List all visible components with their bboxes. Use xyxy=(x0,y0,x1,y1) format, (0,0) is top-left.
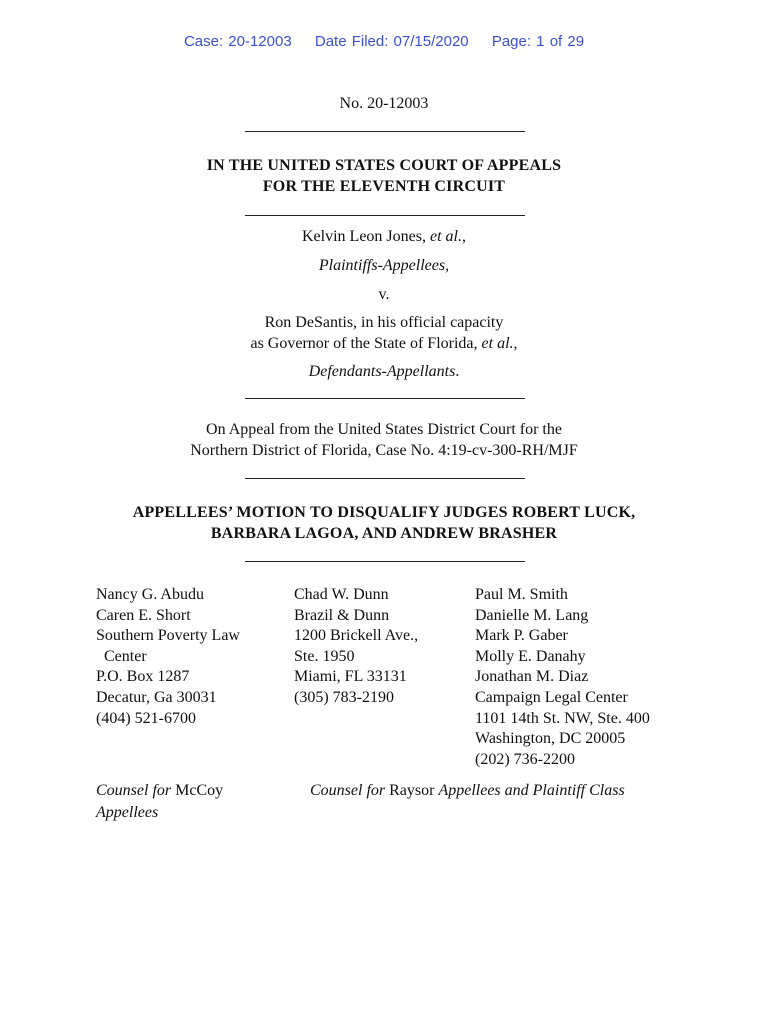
counsel-line: Nancy G. Abudu xyxy=(96,586,204,603)
plaintiff-name: Kelvin Leon Jones, et al., xyxy=(302,228,466,245)
counsel-line: Southern Poverty Law xyxy=(96,627,240,645)
page-number-header: Page: 1 of 29 xyxy=(491,33,585,50)
divider xyxy=(245,215,525,216)
counsel-line: Washington, DC 20005 xyxy=(475,730,626,748)
date-filed-header: Date Filed: 07/15/2020 xyxy=(314,33,469,50)
counsel-column-3 xyxy=(475,585,650,770)
plaintiff-role: Plaintiffs-Appellees, xyxy=(318,257,450,274)
counsel-line: Caren E. Short xyxy=(96,606,191,624)
motion-title-line2: BARBARA LAGOA, AND ANDREW BRASHER xyxy=(210,525,558,542)
counsel-line: Decatur, Ga 30031 xyxy=(96,688,217,706)
counsel-line: Ste. 1950 xyxy=(294,647,355,665)
docket-number: No. 20-12003 xyxy=(339,95,429,112)
counsel-line: (305) 783-2190 xyxy=(294,688,394,706)
versus: v. xyxy=(378,286,390,303)
court-name-line1: IN THE UNITED STATES COURT OF APPEALS xyxy=(206,157,562,174)
counsel-line: (202) 736-2200 xyxy=(475,750,575,768)
case-number-header: Case: 20-12003 xyxy=(183,33,292,50)
counsel-line: Chad W. Dunn xyxy=(294,586,389,603)
counsel-line: 1101 14th St. NW, Ste. 400 xyxy=(475,709,650,727)
counsel-line: Mark P. Gaber xyxy=(475,627,568,645)
motion-title-line1: APPELLEES’ MOTION TO DISQUALIFY JUDGES ROBERT LUCK, xyxy=(132,504,636,521)
counsel-line: 1200 Brickell Ave., xyxy=(294,627,419,645)
defendant-line2: as Governor of the State of Florida, et al., xyxy=(250,335,518,352)
counsel-line: Molly E. Danahy xyxy=(475,647,586,665)
divider xyxy=(245,398,525,399)
divider xyxy=(245,478,525,479)
counsel-line: P.O. Box 1287 xyxy=(96,668,190,686)
counsel-column-1 xyxy=(96,585,240,729)
counsel-for-raysor: Counsel for Raysor Appellees and Plaintiff Class xyxy=(310,782,625,799)
counsel-line: Center xyxy=(96,647,147,665)
counsel-line: Jonathan M. Diaz xyxy=(475,668,589,686)
divider xyxy=(245,561,525,562)
counsel-line: Miami, FL 33131 xyxy=(294,668,407,686)
divider xyxy=(245,131,525,132)
counsel-line: Brazil & Dunn xyxy=(294,606,390,624)
court-name-line2: FOR THE ELEVENTH CIRCUIT xyxy=(262,178,506,195)
appeal-line2: Northern District of Florida, Case No. 4:19-cv-300-RH/MJF xyxy=(190,442,578,459)
counsel-line: Danielle M. Lang xyxy=(475,606,589,624)
counsel-line: Campaign Legal Center xyxy=(475,688,628,706)
defendant-role: Defendants-Appellants. xyxy=(308,363,460,380)
defendant-line1: Ron DeSantis, in his official capacity xyxy=(264,314,504,331)
appeal-line1: On Appeal from the United States District Court for the xyxy=(206,421,562,438)
counsel-column-2 xyxy=(294,585,418,709)
counsel-for-mccoy: Counsel for McCoy Appellees xyxy=(96,782,224,821)
filing-header xyxy=(0,33,768,50)
counsel-line: Paul M. Smith xyxy=(475,586,568,603)
counsel-line: (404) 521-6700 xyxy=(96,709,196,727)
